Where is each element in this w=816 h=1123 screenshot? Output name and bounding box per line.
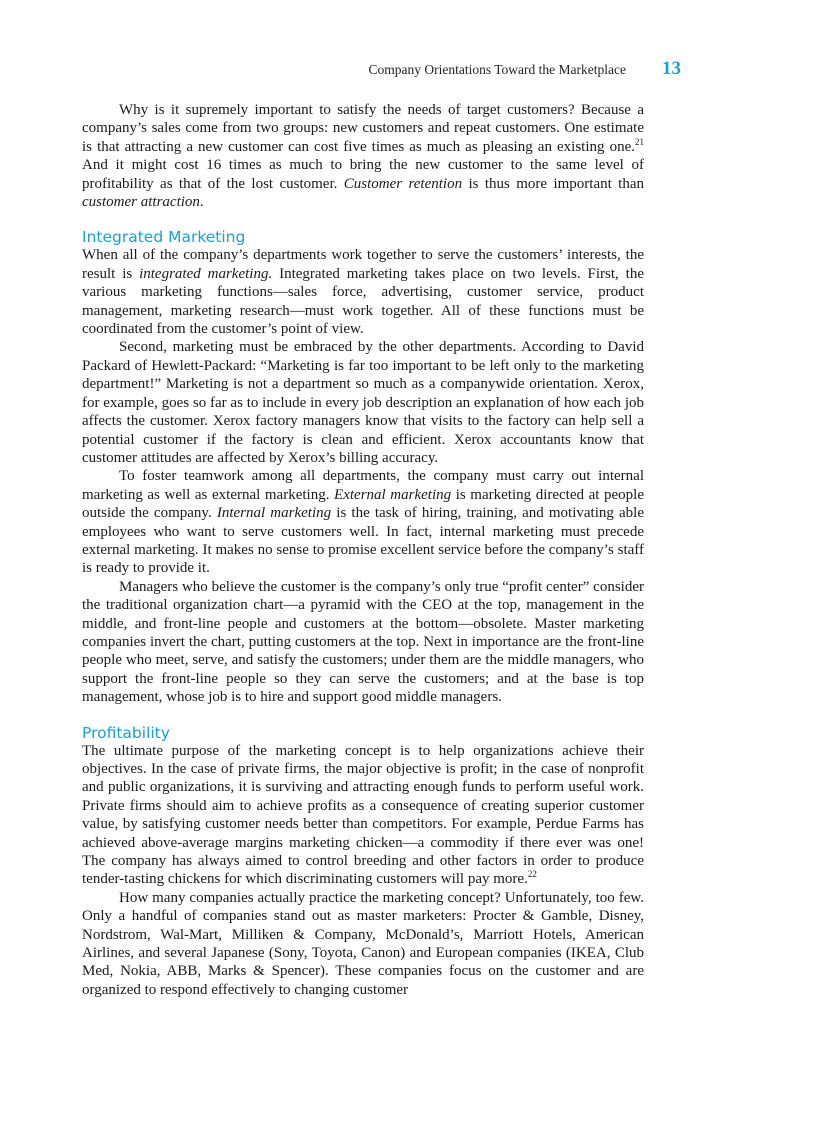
emphasis: External marketing — [334, 486, 452, 503]
emphasis: customer attraction — [82, 194, 200, 211]
footnote-ref: 21 — [635, 136, 644, 147]
paragraph: To foster teamwork among all departments, the company must carry out internal marketing as well as external marketing. External marketing is marketing directed at people outside the company. Internal marketing is the task of hiring, training, and motivating able employees who want to serve customers well. In fact, internal marketing must precede external marketing. It makes no sense to promise excellent service before the company’s staff is ready to provide it. — [82, 468, 645, 577]
intro-paragraph: Why is it supremely important to satisfy the needs of target customers? Because a company’s sales come from two groups: new customers and repeat customers. One estimate is that attracting a new customer can cost five times as much as pleasing an existing one.$^{21}$ And it might cost 16 times as much to bring the new customer to the same level of profitability as that of the lost customer. Customer retention is thus more important than customer attraction. — [82, 102, 644, 211]
running-head — [82, 58, 681, 80]
emphasis: Customer retention — [343, 175, 463, 192]
paragraph: How many companies actually practice the marketing concept? Unfortunately, too few. Only a handful of companies stand out as master marketers: Procter & Gamble, Disney, Nordstrom, Wal-Mart, Milliken & Company, McDonald’s, Marriott Hotels, American Airlines, and several Japanese (Sony, Toyota, Canon) and European companies (IKEA, Club Med, Nokia, ABB, Marks & Spencer). These companies focus on the customer and are organized to respond effectively to changing customer — [82, 889, 644, 998]
paragraph: Second, marketing must be embraced by the other departments. According to David Packard of Hewlett-Packard: “Marketing is far too important to be left only to the marketing department!” Marketing is not a department so much as a companywide orientation. Xerox, for example, goes so far as to include in every job description an explanation of how each job affects the customer. Xerox factory managers know that visits to the factory can help sell a potential customer if the factory is clean and efficient. Xerox accountants know that customer attitudes are affected by Xerox’s billing accuracy. — [82, 339, 644, 466]
paragraph: The ultimate purpose of the marketing concept is to help organizations achieve their objectives. In the case of private firms, the major objective is profit; in the case of nonprofit and public organizations, it is surviving and attracting enough funds to perform useful work. Private firms should aim to achieve profits as a consequence of creating superior customer value, by satisfying customer needs better than competitors. For example, Perdue Farms has achieved above-average margins marketing chicken—a commodity if there ever was one! The company has always aimed to control breeding and other factors in order to produce tender-tasting chickens for which discriminating customers will pay more.$^{22}$ — [82, 742, 644, 888]
paragraph: Managers who believe the customer is the company’s only true “profit center” consider the traditional organization chart—a pyramid with the CEO at the top, management in the middle, and front-line people and customers at the bottom—obsolete. Master marketing companies invert the chart, putting customers at the top. Next in importance are the front-line people who meet, serve, and satisfy the customers; under them are the middle managers, who support the front-line people so they can serve the customers; and at the base is top management, whose job is to hire and support good middle managers. — [82, 578, 644, 706]
section-heading-profitability: Profitability — [82, 723, 170, 742]
running-title: Company Orientations Toward the Marketplace — [368, 62, 626, 77]
emphasis: integrated marketing. — [139, 265, 273, 282]
paragraph: When all of the company’s departments work together to serve the customers’ interests, the result is integrated marketing. Integrated marketing takes place on two levels. First, the various marketing functions—sales force, advertising, customer service, product management, marketing research—must work together. All of these functions must be coordinated from the customer’s point of view. — [82, 247, 644, 338]
page-body — [82, 101, 644, 999]
footnote-ref: 22 — [527, 869, 537, 880]
page-number: 13 — [662, 58, 681, 79]
emphasis: Internal marketing — [216, 505, 332, 522]
section-heading-integrated-marketing: Integrated Marketing — [82, 228, 246, 247]
